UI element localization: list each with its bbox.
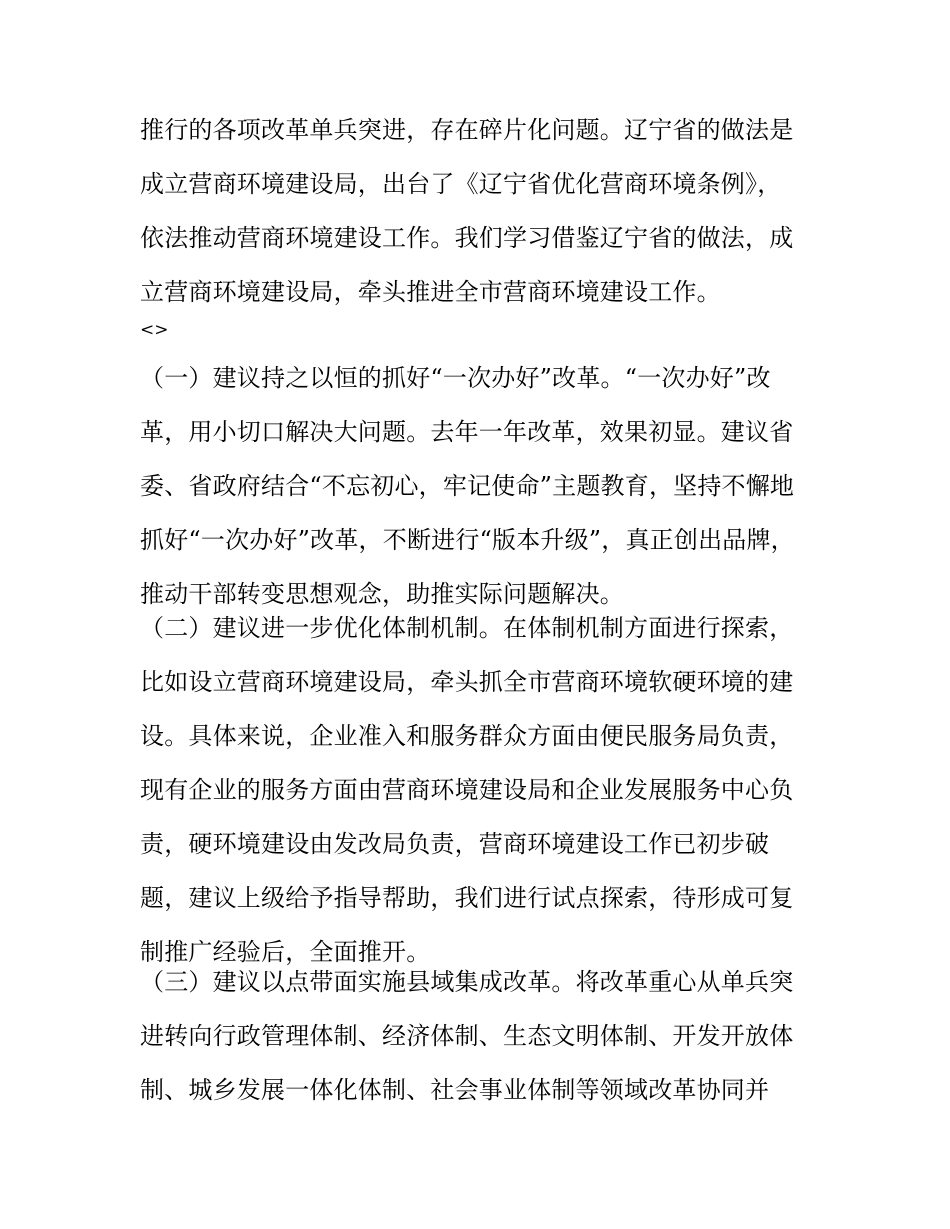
text-line: 题，建议上级给予指导帮助，我们进行试点探索，待形成可复 <box>140 884 794 912</box>
text-line: 立营商环境建设局，牵头推进全市营商环境建设工作。 <box>140 278 721 306</box>
text-line: 成立营商环境建设局，出台了《辽宁省优化营商环境条例》， <box>140 170 782 198</box>
text-line: 责，硬环境建设由发改局负责，营商环境建设工作已初步破 <box>140 830 770 858</box>
text-line: （二）建议进一步优化体制机制。在体制机制方面进行探索， <box>140 614 794 642</box>
text-line: 制推广经验后，全面推开。 <box>140 938 431 966</box>
text-line: （一）建议持之以恒的抓好“一次办好”改革。“一次办好”改 <box>140 364 771 392</box>
text-line: 抓好“一次办好”改革，不断进行“版本升级”，真正创出品牌， <box>140 526 795 554</box>
text-line: 制、城乡发展一体化体制、社会事业体制等领域改革协同并 <box>140 1076 770 1104</box>
text-line: 现有企业的服务方面由营商环境建设局和企业发展服务中心负 <box>140 776 794 804</box>
text-line: 革，用小切口解决大问题。去年一年改革，效果初显。建议省 <box>140 418 794 446</box>
text-line: 设。具体来说，企业准入和服务群众方面由便民服务局负责， <box>140 722 794 750</box>
section-marker: <> <box>140 320 169 340</box>
text-line: 比如设立营商环境建设局，牵头抓全市营商环境软硬环境的建 <box>140 668 794 696</box>
text-line: 推行的各项改革单兵突进，存在碎片化问题。辽宁省的做法是 <box>140 116 794 144</box>
text-line: （三）建议以点带面实施县域集成改革。将改革重心从单兵突 <box>140 968 794 996</box>
text-line: 依法推动营商环境建设工作。我们学习借鉴辽宁省的做法，成 <box>140 224 794 252</box>
text-line: 委、省政府结合“不忘初心，牢记使命”主题教育，坚持不懈地 <box>140 472 795 500</box>
text-line: 进转向行政管理体制、经济体制、生态文明体制、开发开放体 <box>140 1022 794 1050</box>
text-line: 推动干部转变思想观念，助推实际问题解决。 <box>140 580 624 608</box>
